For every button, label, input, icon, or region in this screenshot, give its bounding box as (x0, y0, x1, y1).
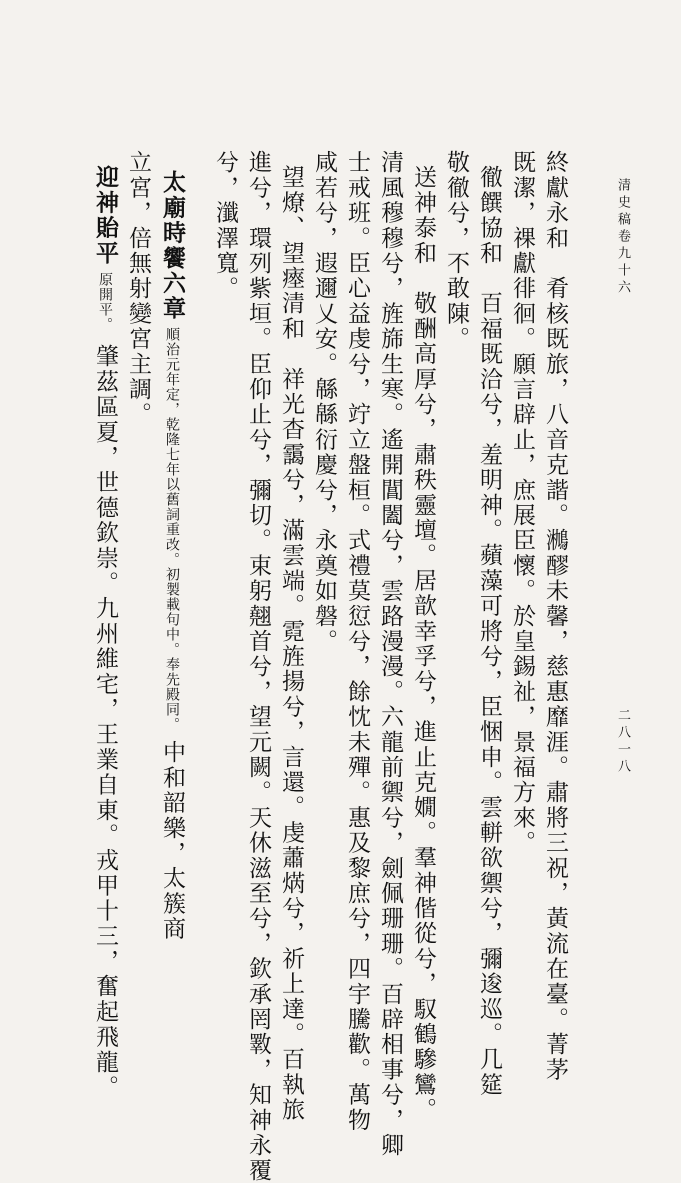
text-column-5: 送神泰和 敬酬高厚兮，肅秩靈壇。居歆幸孚兮，進止克嫺。羣神偕從兮，馭鶴驂鸞。 (410, 165, 436, 1123)
page-number: 二八一八 (615, 708, 630, 776)
text-column-9: 望燎、望瘞清和 祥光杳靄兮，滿雲端。霓旌揚兮，言還。虔蕭焫兮，祈上達。百執旅 (278, 165, 304, 1123)
text-column-4: 敬徹兮，不敢陳。 (443, 150, 469, 352)
text-column-13: 立宮，倍無射變宮主調。 (125, 150, 151, 428)
song-column (93, 165, 117, 1100)
section-heading-column (160, 170, 184, 942)
section-heading: 太廟時饗六章 (159, 170, 186, 322)
section-heading-continuation: 中和韶樂，太簇商 (159, 740, 185, 942)
song-title: 迎神貽平 (92, 165, 119, 266)
text-column-2: 既潔，祼獻徘徊。願言辟止，庶展臣懷。於皇錫祉，景福方來。 (509, 150, 535, 856)
song-text: 肇茲區夏，世德欽崇。九州維宅，王業自東。戎甲十三，奮起飛龍。 (92, 343, 118, 1100)
text-column-3: 徹饌協和 百福既洽兮，羞明神。蘋藻可將兮，臣悃申。雲軿欲禦兮，彌逡巡。几筵 (476, 165, 502, 1098)
text-column-7: 士戒班。臣心益虔兮，竚立盤桓。式禮莫愆兮，餘忱未殫。惠及黎庶兮，四宇騰歡。萬物 (344, 150, 370, 1133)
text-column-8: 咸若兮，遐邇乂安。緜緜衍慶兮，永奠如磐。 (311, 150, 337, 654)
text-column-10: 進兮，環列紫垣。臣仰止兮，彌切。束躬翹首兮，望元闕。天休滋至兮，欽承罔斁，知神永覆 (245, 150, 271, 1183)
song-note: 原開平。 (97, 271, 113, 332)
section-note: 順治元年定，乾隆七年以舊詞重改。初製載句中。奉先殿同。 (164, 327, 180, 733)
text-column-1: 終獻永和 肴核既旅，八音克諧。𤄄醪未馨，慈惠靡涯。肅將三祝，黃流在臺。菁茅 (542, 150, 568, 1083)
text-column-6: 清風穆穆兮，旌旆生寒。遙開閶闔兮，雲路漫漫。六龍前禦兮，劍佩珊珊。百辟相事兮，卿 (377, 150, 403, 1158)
text-column-11: 兮，瀸澤寬。 (212, 150, 238, 302)
running-title: 清史稿卷九十六 (615, 178, 630, 297)
